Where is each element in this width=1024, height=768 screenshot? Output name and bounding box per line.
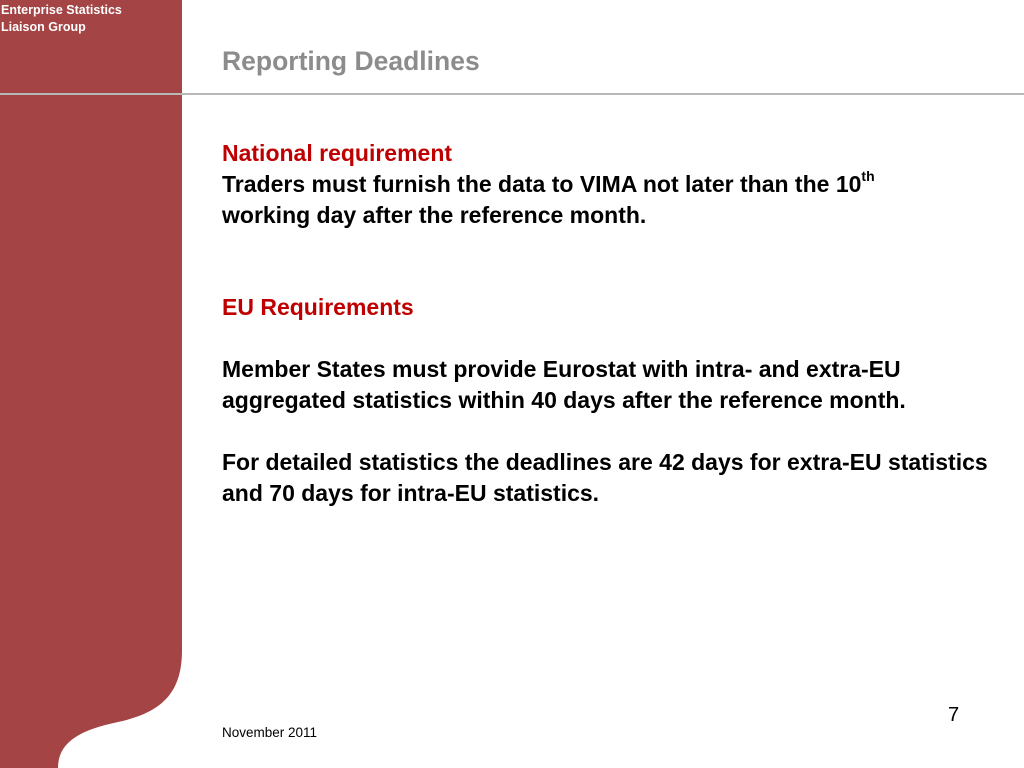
spacer [222, 323, 1012, 354]
organization-name-line-2: Liaison Group [1, 20, 86, 34]
ordinal-superscript: th [861, 168, 875, 185]
national-requirement-heading: National requirement [222, 140, 453, 166]
spacer [222, 231, 1012, 292]
sidebar-decoration [0, 0, 200, 768]
page-number: 7 [948, 704, 960, 726]
national-requirement-text [222, 169, 1012, 231]
header-divider [0, 93, 1024, 95]
national-text-part-1: Traders must furnish the data to VIMA not later than the 10 [222, 171, 862, 197]
eu-detailed-statistics-text: For detailed statistics the deadlines are 42 days for extra-EU statistics and 70 days for intra-EU statistics. [222, 449, 988, 506]
slide-title: Reporting Deadlines [222, 46, 480, 76]
sidebar-panel [0, 0, 182, 768]
slide-content [222, 138, 1012, 509]
eu-aggregated-statistics-text: Member States must provide Eurostat with intra- and extra-EU aggregated statistics within 40 days after the reference month. [222, 356, 906, 413]
eu-requirements-heading: EU Requirements [222, 294, 414, 320]
national-text-part-2: working day after the reference month. [222, 202, 647, 228]
organization-name [1, 2, 179, 36]
organization-name-line-1: Enterprise Statistics [1, 3, 122, 17]
footer-date: November 2011 [222, 725, 318, 740]
spacer [222, 416, 1012, 447]
